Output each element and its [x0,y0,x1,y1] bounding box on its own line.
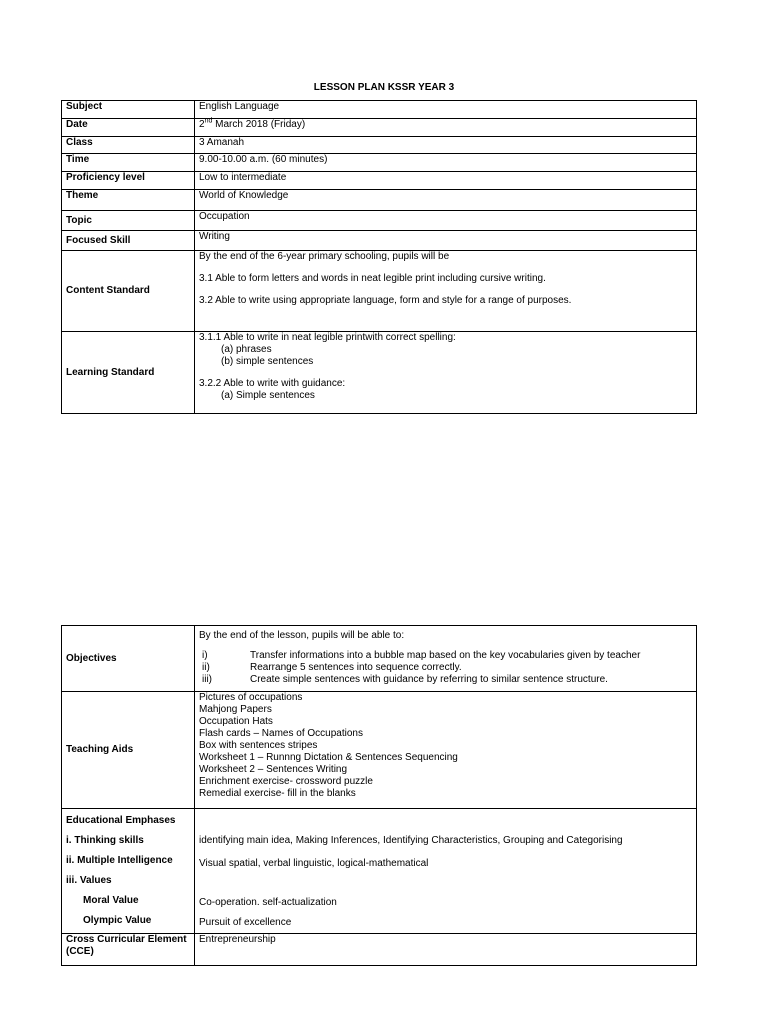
olympic-value-label: Olympic Value [83,915,152,926]
content-standard-item: 3.1 Able to form letters and words in neat legible print including cursive writing. [199,273,546,284]
list-item: Pictures of occupations [199,692,303,703]
content-standard-intro: By the end of the 6-year primary schooling, pupils will be [199,251,450,262]
content-standard-item: 3.2 Able to write using appropriate language, form and style for a range of purposes. [199,295,572,306]
list-item: ii) Rearrange 5 sentences into sequence correctly. [202,662,462,673]
moral-value-value: Co-operation. self-actualization [199,897,337,908]
learning-standard-item: (a) phrases [221,344,272,355]
multiple-intelligence-value: Visual spatial, verbal linguistic, logical-mathematical [199,858,429,869]
subject-label: Subject [62,101,195,119]
objectives-value [195,626,697,692]
time-label: Time [62,154,195,172]
proficiency-value: Low to intermediate [195,172,697,190]
moral-value-label: Moral Value [83,895,139,906]
list-item: Box with sentences stripes [199,740,318,751]
topic-label: Topic [62,211,195,231]
proficiency-label: Proficiency level [62,172,195,190]
focused-skill-label: Focused Skill [62,231,195,251]
list-item: Worksheet 2 – Sentences Writing [199,764,348,775]
objectives-intro: By the end of the lesson, pupils will be able to: [199,630,405,641]
time-value: 9.00-10.00 a.m. (60 minutes) [195,154,697,172]
class-label: Class [62,137,195,154]
values-label: iii. Values [66,875,112,886]
topic-value: Occupation [195,211,697,231]
list-item: Occupation Hats [199,716,273,727]
lesson-info-table [61,100,697,414]
educational-emphases-label: Educational Emphases [66,815,176,826]
list-item: iii) Create simple sentences with guidance by referring to similar sentence structure. [202,674,608,685]
multiple-intelligence-label: ii. Multiple Intelligence [66,855,173,866]
cce-value: Entrepreneurship [195,934,697,966]
content-standard-label: Content Standard [62,251,195,332]
teaching-aids-label: Teaching Aids [62,692,195,809]
list-item: Enrichment exercise- crossword puzzle [199,776,373,787]
teaching-aids-value [195,692,697,809]
list-item: Flash cards – Names of Occupations [199,728,363,739]
lesson-details-table [61,625,697,966]
subject-value: English Language [195,101,697,119]
thinking-skills-value: identifying main idea, Making Inferences, Identifying Characteristics, Grouping and Categorising [199,835,623,846]
page-title: LESSON PLAN KSSR YEAR 3 [313,82,455,93]
learning-standard-item: (b) simple sentences [221,356,314,367]
olympic-value-value: Pursuit of excellence [199,917,292,928]
class-value: 3 Amanah [195,137,697,154]
objectives-list [199,650,692,686]
list-item: Worksheet 1 – Runnng Dictation & Sentences Sequencing [199,752,458,763]
list-item: Mahjong Papers [199,704,272,715]
cce-label: Cross Curricular Element (CCE) [62,934,195,966]
date-label: Date [62,119,195,137]
date-value: 2nd March 2018 (Friday) [195,119,697,137]
theme-value: World of Knowledge [195,190,697,211]
learning-standard-item: (a) Simple sentences [221,390,315,401]
educational-emphases-labels [62,809,195,934]
learning-standard-s1: 3.1.1 Able to write in neat legible printwith correct spelling: [199,332,456,343]
objectives-label: Objectives [62,626,195,692]
theme-label: Theme [62,190,195,211]
learning-standard-value [195,332,697,414]
list-item: i) Transfer informations into a bubble map based on the key vocabularies given by teacher [202,650,641,661]
learning-standard-s2: 3.2.2 Able to write with guidance: [199,378,346,389]
thinking-skills-label: i. Thinking skills [66,835,144,846]
list-item: Remedial exercise- fill in the blanks [199,788,356,799]
educational-emphases-values [195,809,697,934]
focused-skill-value: Writing [195,231,697,251]
content-standard-value [195,251,697,332]
learning-standard-label: Learning Standard [62,332,195,414]
